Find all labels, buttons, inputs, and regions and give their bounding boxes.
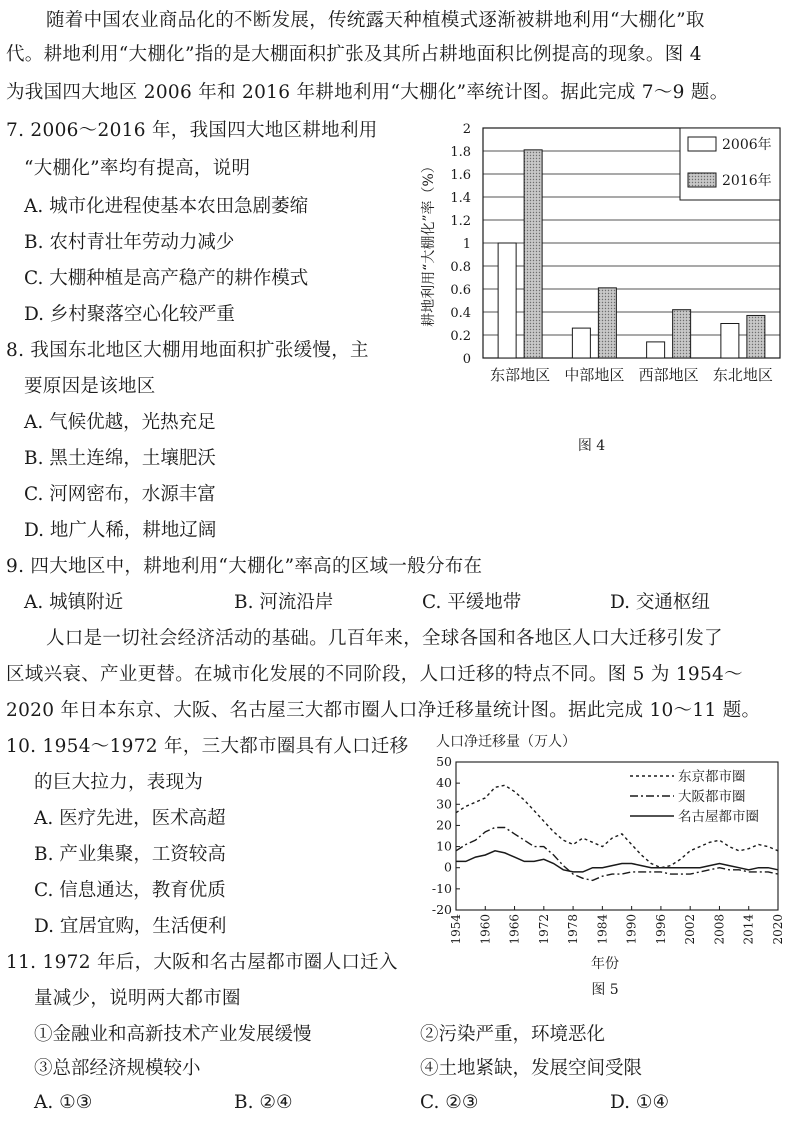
q8-stem-2: 要原因是该地区 [24, 376, 156, 397]
x-tick-label: 1966 [507, 914, 522, 945]
q7-option-b[interactable]: B. 农村青壮年劳动力减少 [24, 232, 235, 253]
y-axis-label: 耕地利用“大棚化”率（%） [421, 159, 437, 327]
q11-item-3: ③总部经济规模较小 [34, 1058, 201, 1079]
legend-swatch-2016 [688, 173, 716, 187]
x-axis-label: 年份 [591, 956, 619, 972]
legend-label-osaka: 大阪都市圈 [678, 789, 746, 805]
y-tick-label: 1.4 [450, 191, 471, 206]
intro1-line-1: 随着中国农业商品化的不断发展，传统露天种植模式逐渐被耕地利用“大棚化”取 [46, 10, 705, 31]
x-tick-label: 2002 [683, 914, 698, 945]
q8-stem-1: 8. 我国东北地区大棚用地面积扩张缓慢，主 [6, 340, 369, 361]
q8-option-b[interactable]: B. 黑土连绵，土壤肥沃 [24, 448, 216, 469]
q9-option-a[interactable]: A. 城镇附近 [24, 592, 124, 613]
y-tick-label: 1.2 [450, 214, 471, 229]
q11-option-b[interactable]: B. ②④ [234, 1092, 293, 1113]
q9-option-b[interactable]: B. 河流沿岸 [234, 592, 334, 613]
x-tick-label: 2020 [771, 914, 785, 945]
q9-option-c[interactable]: C. 平缓地带 [422, 592, 522, 613]
y-tick-label: 0.4 [450, 306, 471, 321]
q7-option-c[interactable]: C. 大棚种植是高产稳产的耕作模式 [24, 268, 309, 289]
y-tick-label: -20 [431, 902, 452, 917]
q11-option-d[interactable]: D. ①④ [610, 1092, 670, 1113]
q8-option-a[interactable]: A. 气候优越，光热充足 [24, 412, 216, 433]
q11-stem-2: 量减少，说明两大都市圈 [34, 988, 241, 1009]
figure-5-caption: 图 5 [591, 982, 619, 998]
bar-2006 [647, 342, 665, 358]
y-tick-label: -10 [431, 880, 452, 896]
x-tick-label: 1978 [566, 914, 581, 945]
y-tick-label: 2 [462, 122, 471, 137]
q8-option-c[interactable]: C. 河网密布，水源丰富 [24, 484, 216, 505]
x-category-label: 中部地区 [564, 366, 625, 384]
figure-5-line-chart [418, 732, 790, 1002]
q11-option-a[interactable]: A. ①③ [34, 1092, 93, 1113]
bar-2016 [747, 315, 765, 358]
q7-stem-2: “大棚化”率均有提高，说明 [24, 158, 251, 179]
x-tick-label: 1972 [536, 914, 551, 945]
y-tick-label: 30 [436, 796, 452, 812]
y-tick-label: 0.6 [450, 283, 471, 298]
x-category-label: 东部地区 [490, 366, 551, 384]
x-tick-label: 1996 [653, 914, 668, 945]
y-tick-label: 50 [436, 754, 452, 769]
q11-item-1: ①金融业和高新技术产业发展缓慢 [34, 1024, 312, 1045]
y-tick-label: 1.8 [450, 145, 471, 160]
x-tick-label: 1990 [624, 914, 639, 945]
q7-option-d[interactable]: D. 乡村聚落空心化较严重 [24, 304, 235, 325]
q7-option-a[interactable]: A. 城市化进程使基本农田急剧萎缩 [24, 196, 309, 217]
bar-2016 [524, 150, 542, 358]
q11-stem-1: 11. 1972 年后，大阪和名古屋都市圈人口迁入 [6, 952, 398, 973]
q10-stem-1: 10. 1954～1972 年，三大都市圈具有人口迁移 [6, 736, 409, 757]
intro2-line-3: 2020 年日本东京、大阪、名古屋三大都市圈人口净迁移量统计图。据此完成 10～11 题。 [6, 700, 761, 721]
intro2-line-1: 人口是一切社会经济活动的基础。几百年来，全球各国和各地区人口大迁移引发了 [46, 628, 723, 649]
y-tick-label: 0.8 [450, 260, 471, 275]
x-tick-label: 2008 [712, 914, 727, 945]
bar-2006 [572, 328, 590, 358]
y-tick-label: 20 [436, 817, 452, 833]
y-tick-label: 0 [444, 859, 452, 875]
legend-label-2006: 2006年 [722, 137, 772, 153]
bar-2006 [721, 324, 739, 359]
q9-option-d[interactable]: D. 交通枢纽 [610, 592, 710, 613]
intro1-line-3: 为我国四大地区 2006 年和 2016 年耕地利用“大棚化”率统计图。据此完成 7～9 题。 [6, 82, 729, 103]
bar-2006 [498, 243, 516, 358]
q7-stem-1: 7. 2006～2016 年，我国四大地区耕地利用 [6, 120, 378, 141]
q10-option-a[interactable]: A. 医疗先进，医术高超 [34, 808, 226, 829]
q8-option-d[interactable]: D. 地广人稀，耕地辽阔 [24, 520, 217, 541]
legend-label-tokyo: 东京都市圈 [678, 769, 746, 785]
bar-2016 [673, 310, 691, 358]
figure-4-caption: 图 4 [577, 438, 606, 454]
figure-4-bar-chart [415, 118, 790, 458]
intro2-line-2: 区域兴衰、产业更替。在城市化发展的不同阶段，人口迁移的特点不同。图 5 为 1954～ [6, 664, 743, 685]
intro1-line-2: 代。耕地利用“大棚化”指的是大棚面积扩张及其所占耕地面积比例提高的现象。图 4 [6, 44, 702, 65]
series-line-nagoya [456, 851, 778, 872]
q10-option-c[interactable]: C. 信息通达，教育优质 [34, 880, 226, 901]
x-tick-label: 1954 [449, 914, 463, 945]
x-category-label: 东北地区 [712, 366, 773, 384]
y-tick-label: 10 [436, 838, 452, 854]
q10-option-b[interactable]: B. 产业集聚，工资较高 [34, 844, 226, 865]
x-category-label: 西部地区 [638, 366, 699, 384]
q10-option-d[interactable]: D. 宜居宜购，生活便利 [34, 916, 227, 937]
q11-item-2: ②污染严重，环境恶化 [420, 1024, 606, 1045]
q9-stem: 9. 四大地区中，耕地利用“大棚化”率高的区域一般分布在 [6, 556, 483, 577]
q11-option-c[interactable]: C. ②③ [420, 1092, 479, 1113]
y-tick-label: 40 [436, 775, 452, 791]
legend-swatch-2006 [688, 137, 716, 151]
x-tick-label: 2014 [741, 914, 756, 945]
bar-2016 [598, 288, 616, 358]
y-tick-label: 0 [462, 352, 471, 367]
legend-label-nagoya: 名古屋都市圈 [678, 809, 759, 825]
x-tick-label: 1984 [595, 914, 610, 945]
y-tick-label: 1 [462, 237, 471, 252]
y-axis-label: 人口净迁移量（万人） [436, 734, 576, 750]
x-tick-label: 1960 [478, 914, 493, 945]
y-tick-label: 0.2 [450, 329, 471, 344]
legend-label-2016: 2016年 [722, 173, 772, 189]
q11-item-4: ④土地紧缺，发展空间受限 [420, 1058, 643, 1079]
y-tick-label: 1.6 [450, 168, 471, 183]
q10-stem-2: 的巨大拉力，表现为 [34, 772, 204, 793]
